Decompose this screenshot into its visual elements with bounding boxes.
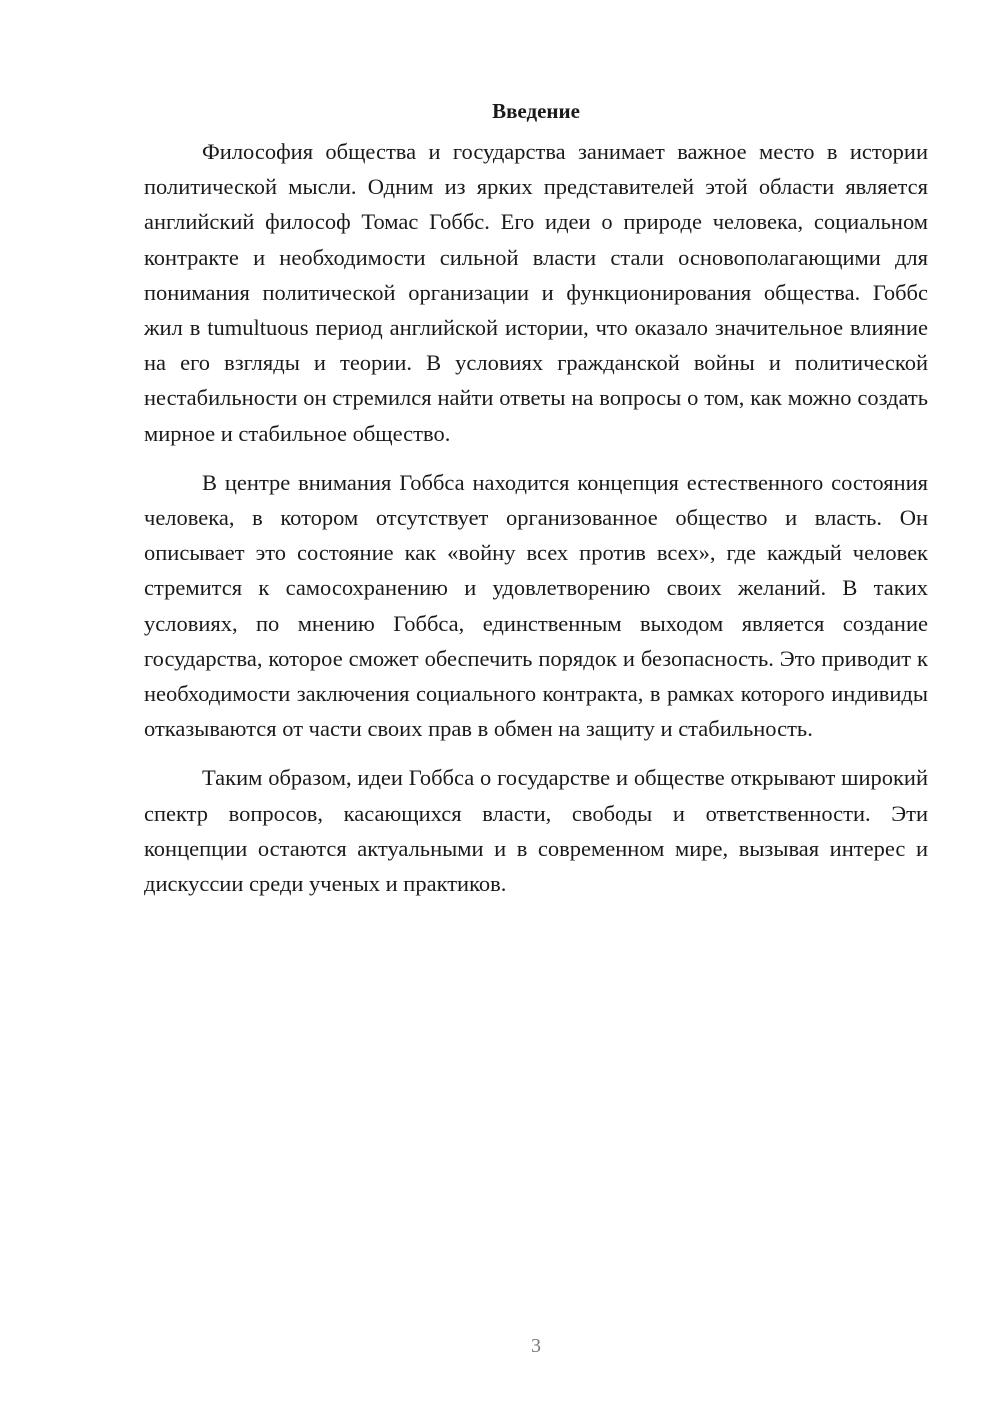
paragraph-3: Таким образом, идеи Гоббса о государстве и обществе открывают широкий спектр вопросов, касающихся власти, свободы и ответственности. Эти концепции остаются актуальными и в современном мире, вызывая интерес и дискуссии среди ученых и практиков. xyxy=(144,765,928,897)
paragraph-1: Философия общества и государства занимает важное место в истории политической мысли. Одним из ярких представителей этой области является английский философ Томас Гоббс. Его идеи о природе человека, социальном контракте и необходимости сильной власти стали основополагающими для понимания политической организации и функционирования общества. Гоббс жил в tumultuous период английской истории, что оказало значительное влияние на его взгляды и теории. В условиях гражданской войны и политической нестабильности он стремился найти ответы на вопросы о том, как можно создать мирное и стабильное общество. xyxy=(144,139,928,446)
section-heading: Введение xyxy=(492,99,580,123)
paragraph-2: В центре внимания Гоббса находится концепция естественного состояния человека, в котором отсутствует организованное общество и власть. Он описывает это состояние как «войну всех против всех», где каждый человек стремится к самосохранению и удовлетворению своих желаний. В таких условиях, по мнению Гоббса, единственным выходом является создание государства, которое сможет обеспечить порядок и безопасность. Это приводит к необходимости заключения социального контракта, в рамках которого индивиды отказываются от части своих прав в обмен на защиту и стабильность. xyxy=(144,469,928,742)
page-number: 3 xyxy=(531,1335,541,1357)
page-content xyxy=(144,96,928,901)
